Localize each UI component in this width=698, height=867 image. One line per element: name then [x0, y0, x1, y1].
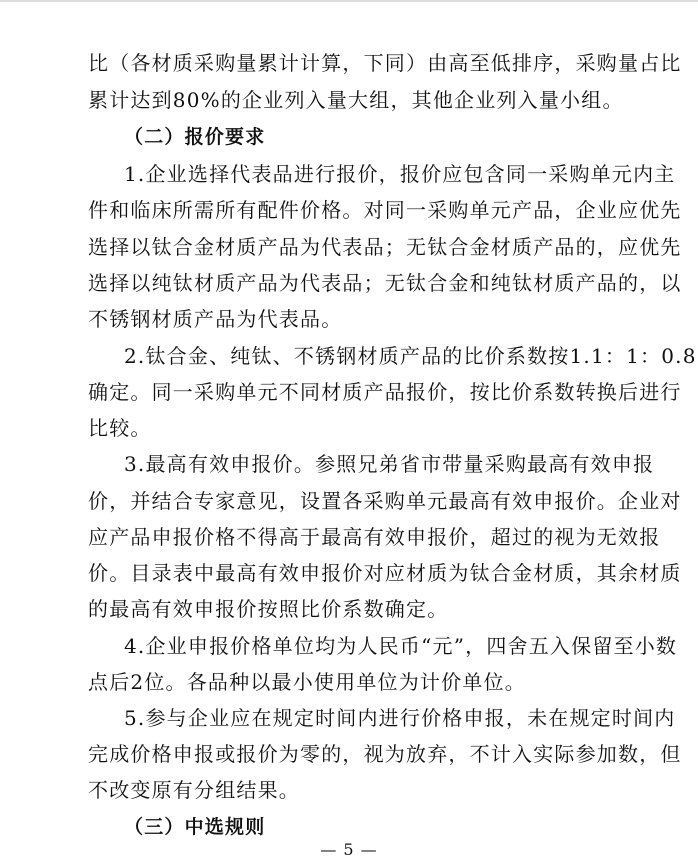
- paragraph-2-line-3: 比较。: [88, 416, 152, 440]
- paragraph-3-line-5: 的最高有效申报价按照比价系数确定。: [88, 597, 449, 621]
- section-heading-selection-rules: （三）中选规则: [124, 816, 266, 838]
- paragraph-5-line-1: 5.参与企业应在规定时间内进行价格申报，未在规定时间内: [124, 706, 676, 730]
- top-divider: [0, 0, 698, 2]
- section-heading-quote-requirements: （二）报价要求: [124, 126, 266, 148]
- paragraph-2-line-2: 确定。同一采购单元不同材质产品报价，按比价系数转换后进行: [88, 380, 682, 404]
- paragraph-3-line-1: 3.最高有效申报价。参照兄弟省市带量采购最高有效申报: [124, 452, 655, 476]
- paragraph-2-line-1: 2.钛合金、纯钛、不锈钢材质产品的比价系数按1.1：1：0.8: [124, 344, 697, 368]
- paragraph-4-line-2: 点后2位。各品种以最小使用单位为计价单位。: [88, 670, 526, 694]
- paragraph-5-line-2: 完成价格申报或报价为零的，视为放弃，不计入实际参加数，但: [88, 742, 682, 766]
- paragraph-5-line-3: 不改变原有分组结果。: [88, 778, 300, 802]
- paragraph-1-line-1: 1.企业选择代表品进行报价，报价应包含同一采购单元内主: [124, 162, 676, 186]
- paragraph-1-line-4: 选择以纯钛材质产品为代表品；无钛合金和纯钛材质产品的，以: [88, 271, 682, 295]
- paragraph-1-line-2: 件和临床所需所有配件价格。对同一采购单元产品，企业应优先: [88, 198, 682, 222]
- paragraph-4-line-1: 4.企业申报价格单位均为人民币“元”，四舍五入保留至小数: [124, 634, 678, 658]
- paragraph-3-line-2: 价，并结合专家意见，设置各采购单元最高有效申报价。企业对: [88, 489, 682, 513]
- paragraph-1-line-3: 选择以钛合金材质产品为代表品；无钛合金材质产品的，应优先: [88, 235, 682, 259]
- paragraph-3-line-4: 价。目录表中最高有效申报价对应材质为钛合金材质，其余材质: [88, 561, 682, 585]
- page-number: — 5 —: [320, 840, 378, 859]
- paragraph-3-line-3: 应产品申报价格不得高于最高有效申报价，超过的视为无效报: [88, 525, 661, 549]
- text-line-1: 比（各材质采购量累计计算，下同）由高至低排序，采购量占比: [88, 51, 682, 75]
- text-line-2: 累计达到80%的企业列入量大组，其他企业列入量小组。: [88, 88, 624, 112]
- paragraph-1-line-5: 不锈钢材质产品为代表品。: [88, 307, 343, 331]
